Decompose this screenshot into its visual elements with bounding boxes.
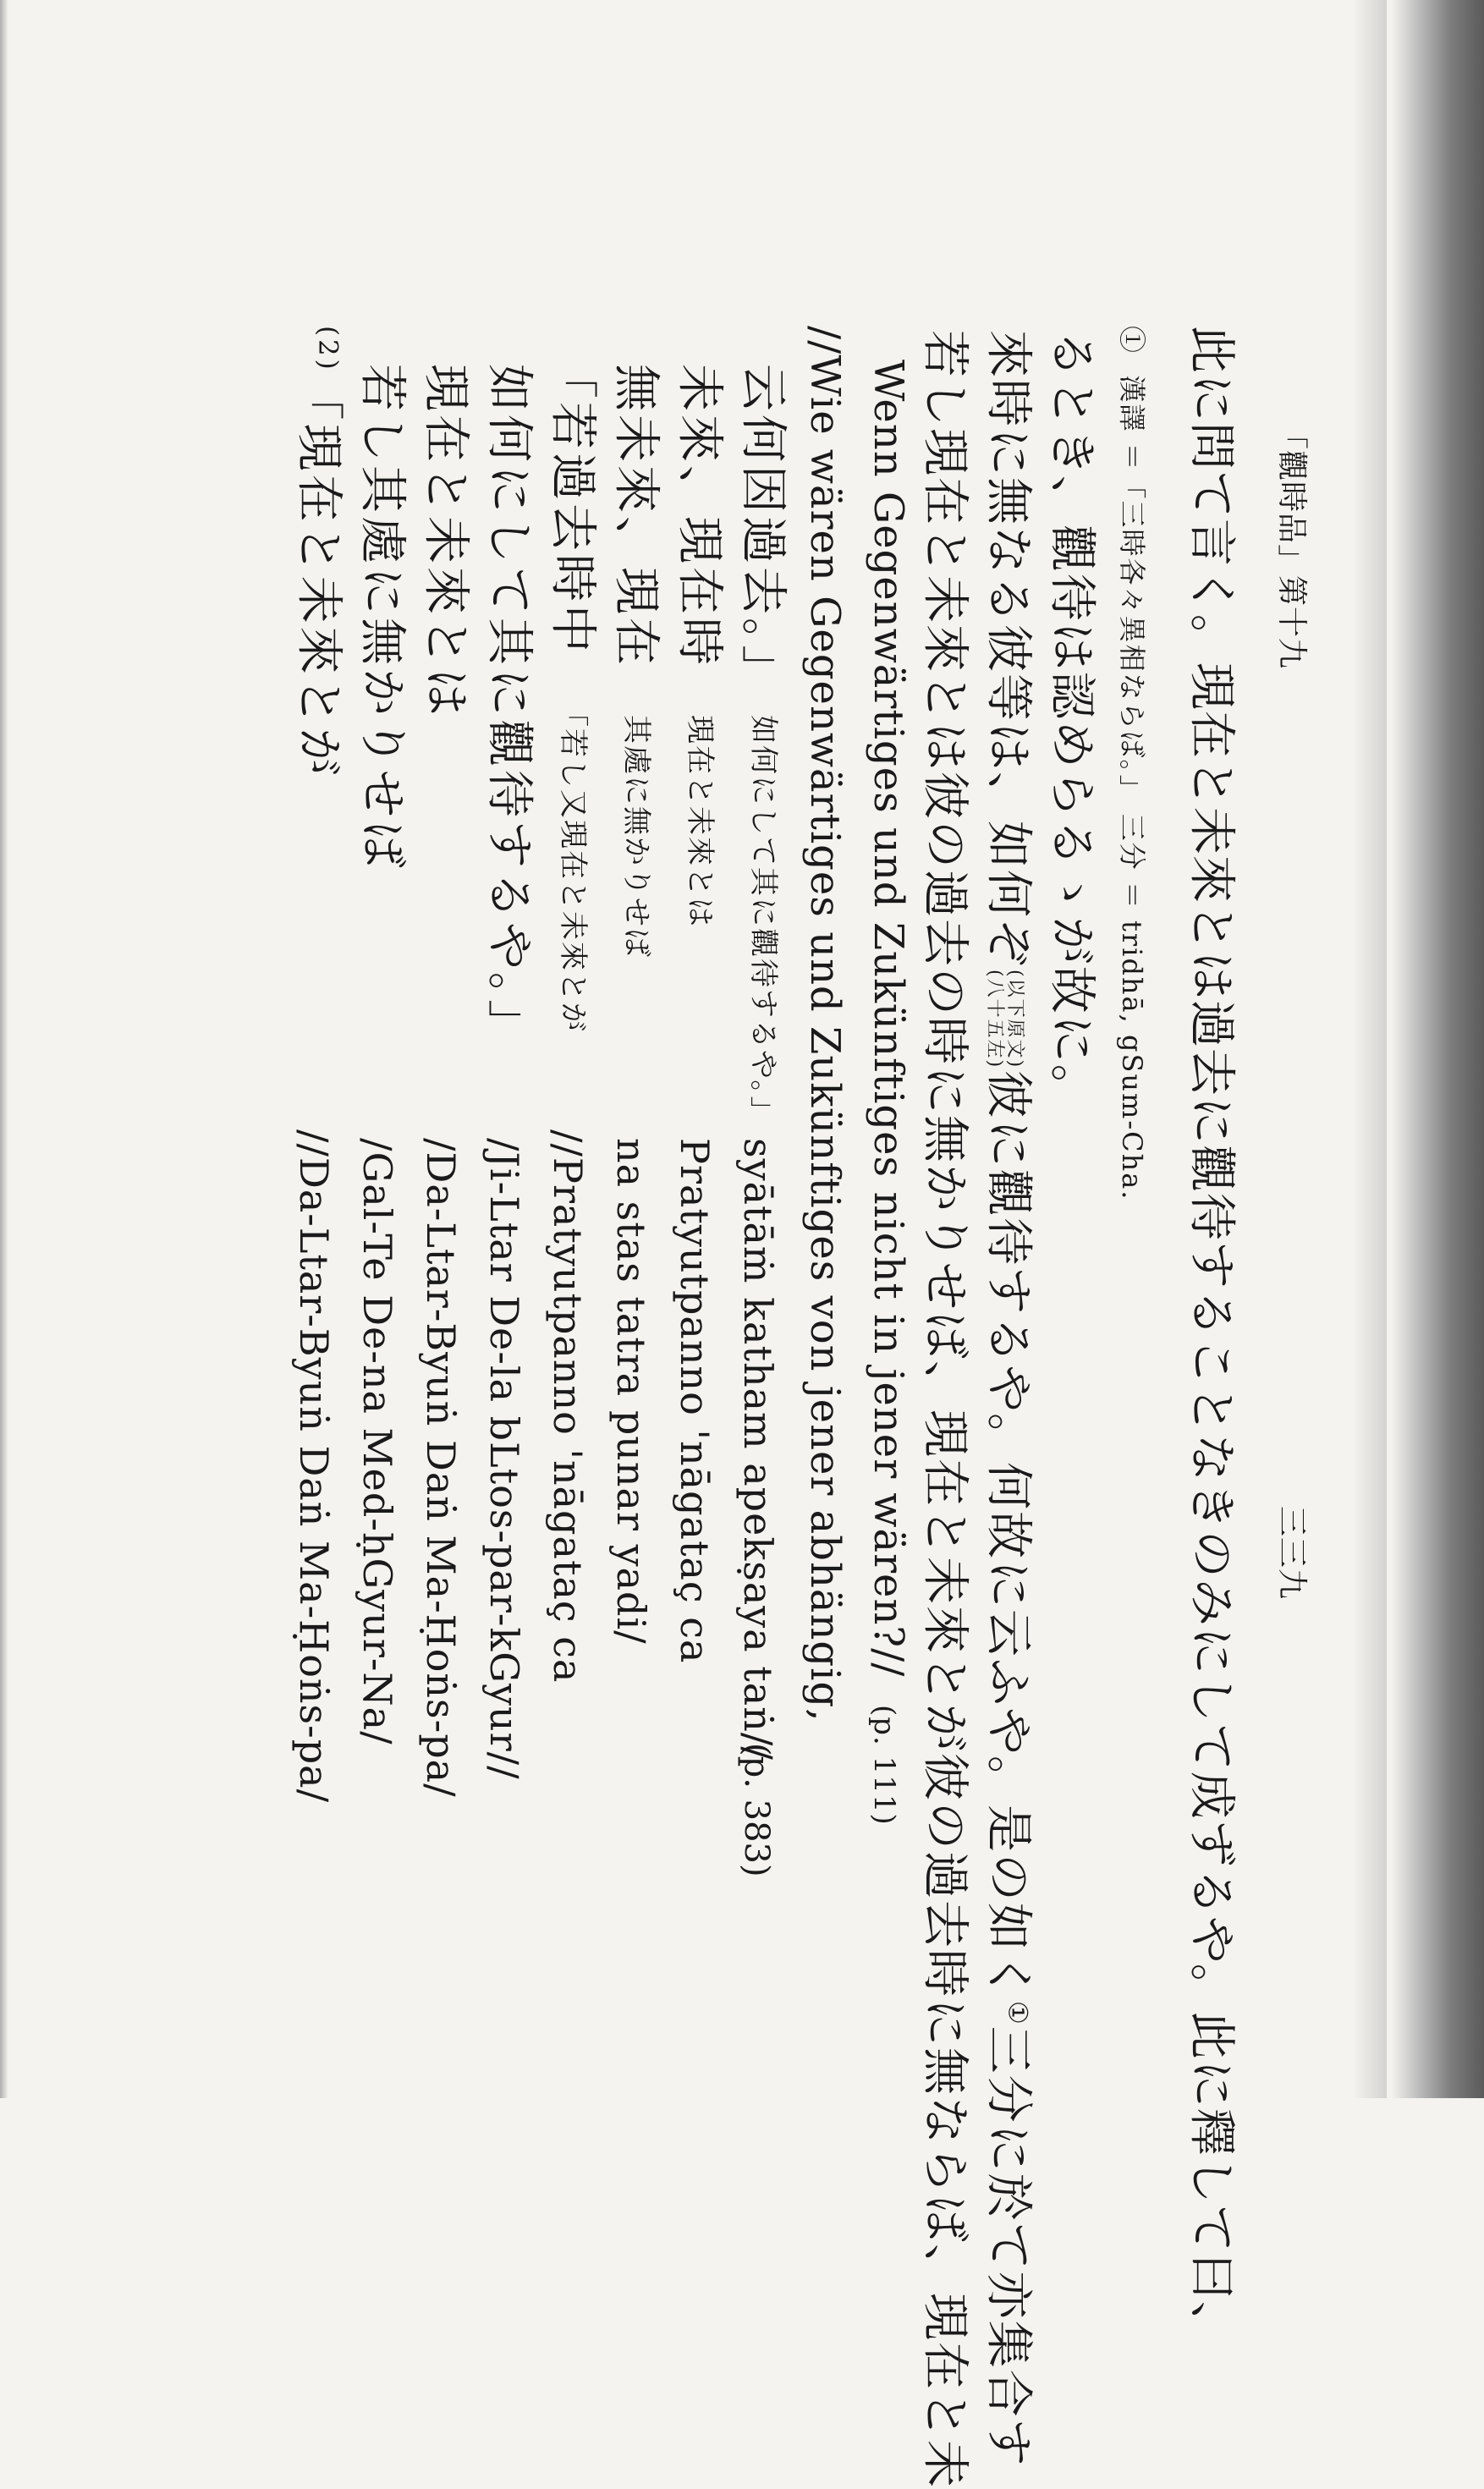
sanskrit-line4: syātāṁ katham apekṣaya taṅ// — [735, 1138, 781, 1761]
verse2-line2: 無未來、現在 — [608, 364, 663, 668]
verse1-line1: $^{(2)}$「現在と未來とが — [291, 326, 346, 779]
continuation-line: 此に問て言く。現在と未來とは過去に觀待することなきのみにして成ずるや。此に釋して曰、 — [1184, 326, 1239, 2349]
translation-line2: 其處に無かりせば — [619, 715, 653, 959]
commentary-line2: 來時に無なる彼等は、如何ぞ(以下原文) (八十五左)彼に觀待するや。何故に云ふや。是の如く①三分に於て亦集合す — [981, 330, 1036, 2468]
tibetan-line1: //Da-Ltar-Byuṅ Daṅ Ma-Ḥoṅs-pa/ — [291, 1129, 337, 1804]
verse2-line4: 云何因過去。」 — [735, 364, 790, 695]
german-line2: Wenn Gegenwärtiges und Zukünftiges nicht in jener wären?// (p. 111) — [865, 360, 912, 1826]
translation-line3: 現在と未來とは — [683, 715, 717, 928]
commentary-line3: るとき、觀待は認めらるゝが故に。 — [1044, 330, 1099, 1113]
running-head: 「觀時品」第十九 — [1274, 419, 1309, 670]
verse-number-mark: (2) — [312, 326, 344, 373]
verse1-line3: 現在と未來とは — [418, 364, 473, 719]
sanskrit-line3: Pratyutpanno 'nāgataç ca — [672, 1138, 717, 1664]
verse2-line3: 未來、現在時 — [672, 364, 727, 668]
tibetan-line2: /Gal-Te De-na Med-ḥGyur-Na/ — [355, 1138, 400, 1745]
inline-note: (以下原文) (八十五左) — [984, 970, 1025, 1069]
sanskrit-page-reference: (p. 383) — [737, 1743, 776, 1877]
footnote-number: ① — [1116, 326, 1148, 355]
sanskrit-line2: na stas tatra punar yadi/ — [608, 1138, 654, 1645]
verse1-line4: 如何にして其に觀待するや。」 — [481, 364, 536, 1050]
sanskrit-line1: //Pratyutpanno 'nāgataç ca — [545, 1129, 591, 1684]
verse2-line1: 「若過去時中 — [545, 351, 600, 656]
footnote: ① 漢譯 ＝「三時各々異相ならば。」 三分 ＝ tridhā, gSum-Cha. — [1116, 326, 1148, 1201]
translation-line1: 「若し又現在と未來とが — [556, 698, 590, 1033]
commentary-line1: 若し現在と未來とは彼の過去の時に無かりせば、現在と未來とが彼の過去時に無ならば、現在と未 — [917, 330, 972, 2489]
translation-line4: 如何にして其に觀待するや。」 — [746, 715, 780, 1127]
tibetan-line4: /Ji-Ltar De-la bLtos-par-kGyur// — [481, 1138, 527, 1780]
page-number: 三三九 — [1274, 1506, 1309, 1601]
german-page-reference: (p. 111) — [867, 1704, 901, 1826]
tibetan-line3: /Da-Ltar-Byuṅ Daṅ Ma-Ḥoṅs-pa/ — [418, 1138, 464, 1798]
german-line1: //Wie wären Gegenwärtiges und Zukünftiges von jener abhängig, — [801, 326, 849, 1723]
footnote-mark: ① — [1002, 2000, 1033, 2026]
verse1-line2: 若し其處に無かりせば — [355, 364, 409, 871]
